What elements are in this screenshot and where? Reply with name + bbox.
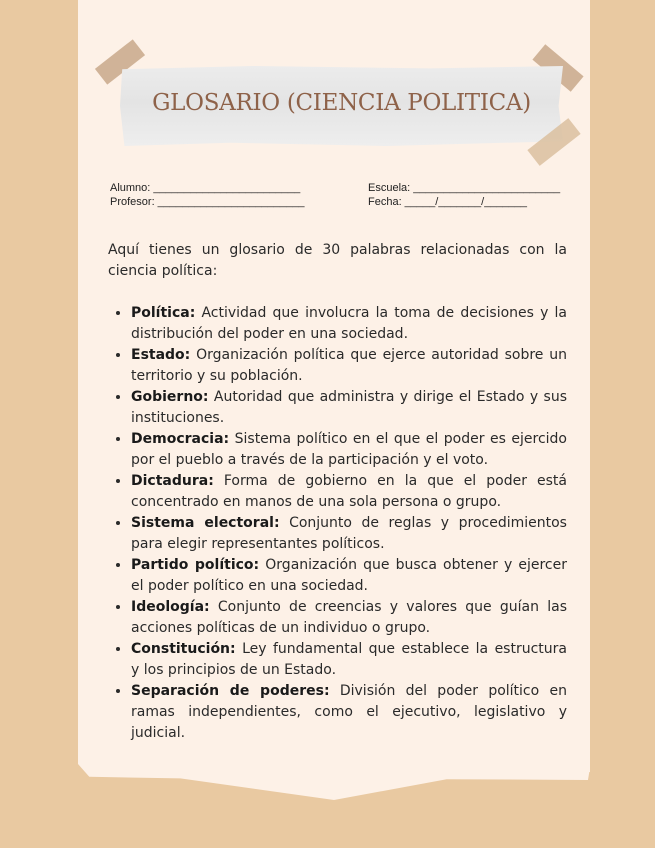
- definition: Autoridad que administra y dirige el Estado y sus instituciones.: [131, 389, 567, 426]
- intro-paragraph: Aquí tienes un glosario de 30 palabras relacionadas con la ciencia política:: [108, 242, 567, 279]
- definition: Forma de gobierno en la que el poder está concentrado en manos de una sola persona o grupo.: [131, 473, 567, 510]
- glossary-content: [108, 240, 567, 744]
- term: Estado:: [131, 347, 191, 363]
- glossary-item: [131, 597, 567, 639]
- glossary-item: [131, 471, 567, 513]
- alumno-field: Alumno: ________________________: [110, 182, 301, 194]
- term: Constitución:: [131, 641, 236, 657]
- term: Partido político:: [131, 557, 260, 573]
- term: Sistema electoral:: [131, 515, 280, 531]
- definition: Conjunto de reglas y procedimientos para elegir representantes políticos.: [131, 515, 567, 552]
- escuela-field: Escuela: ________________________: [368, 182, 561, 194]
- definition: División del poder político en ramas independientes, como el ejecutivo, legislativo y judicial.: [131, 683, 567, 741]
- term: Ideología:: [131, 599, 210, 615]
- term: Democracia:: [131, 431, 230, 447]
- student-info-right: [368, 181, 560, 209]
- glossary-item: [131, 639, 567, 681]
- paper-edge: [575, 12, 590, 772]
- glossary-item: [131, 513, 567, 555]
- definition: Ley fundamental que establece la estructura y los principios de un Estado.: [131, 641, 567, 678]
- page-title: GLOSARIO (CIENCIA POLITICA): [152, 90, 531, 116]
- glossary-item: [131, 429, 567, 471]
- glossary-item: [131, 303, 567, 345]
- term: Dictadura:: [131, 473, 214, 489]
- glossary-list: [108, 303, 567, 744]
- definition: Conjunto de creencias y valores que guían las acciones políticas de un individuo o grupo.: [131, 599, 567, 636]
- glossary-item: [131, 387, 567, 429]
- profesor-field: Profesor: ________________________: [110, 196, 305, 208]
- definition: Actividad que involucra la toma de decisiones y la distribución del poder en una sociedad.: [131, 305, 567, 342]
- definition: Organización política que ejerce autoridad sobre un territorio y su población.: [131, 347, 567, 384]
- term: Gobierno:: [131, 389, 209, 405]
- glossary-item: [131, 345, 567, 387]
- glossary-item: [131, 681, 567, 744]
- fecha-field: Fecha: _____/_______/_______: [368, 196, 528, 208]
- definition: Sistema político en el que el poder es ejercido por el pueblo a través de la participación y el voto.: [131, 431, 567, 468]
- glossary-item: [131, 555, 567, 597]
- term: Separación de poderes:: [131, 683, 330, 699]
- student-info-left: [110, 181, 305, 209]
- term: Política:: [131, 305, 196, 321]
- definition: Organización que busca obtener y ejercer el poder político en una sociedad.: [131, 557, 567, 594]
